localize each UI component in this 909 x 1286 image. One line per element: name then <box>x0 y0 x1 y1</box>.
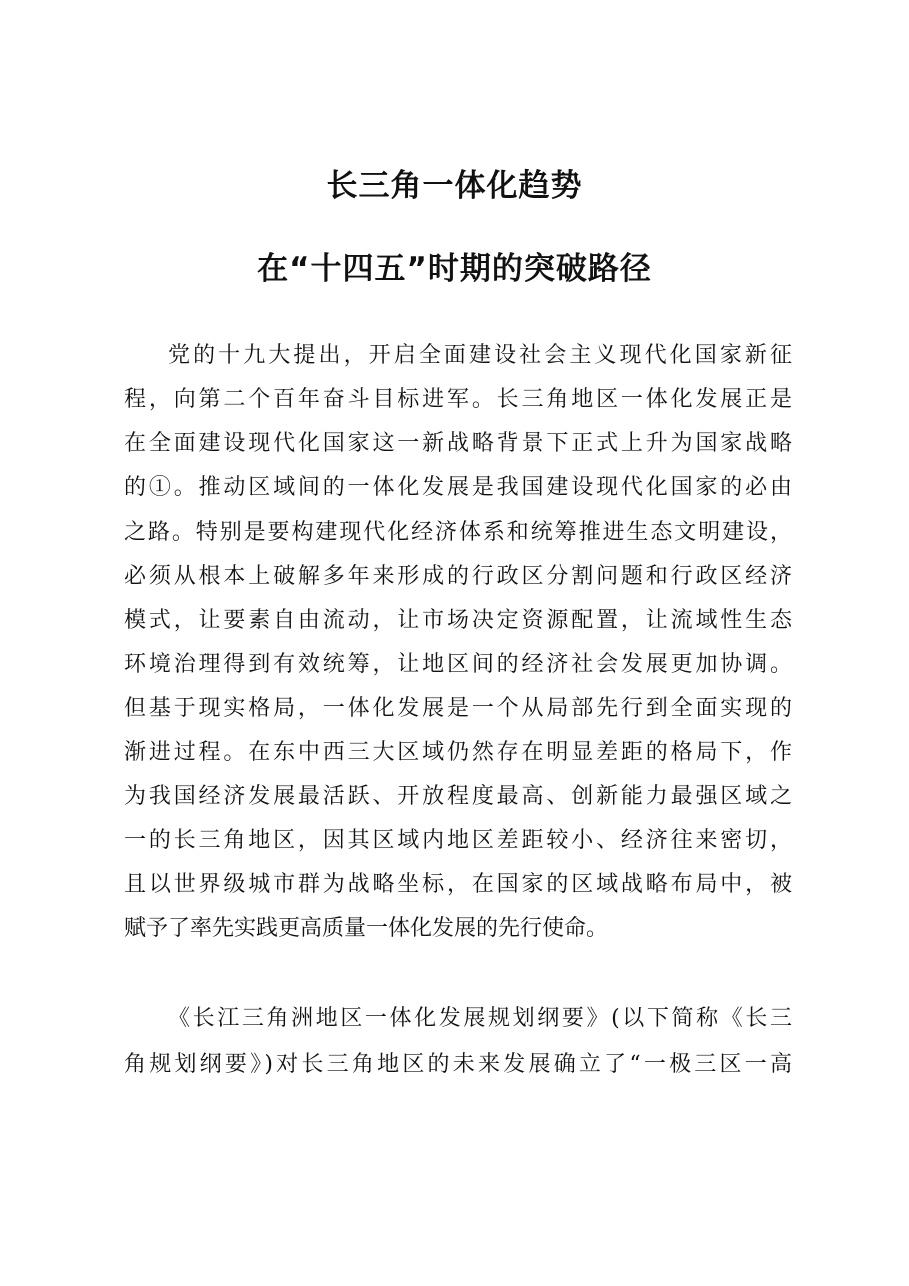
paragraph-1-line-7: 模式，让要素自由流动，让市场决定资源配置，让流域性生态 <box>124 608 792 633</box>
document-title-line-2: 在“十四五”时期的突破路径 <box>257 251 652 287</box>
paragraph-1-line-10: 渐进过程。在东中西三大区域仍然存在明显差距的格局下，作 <box>124 740 792 765</box>
paragraph-1-line-11: 为我国经济发展最活跃、开放程度最高、创新能力最强区域之 <box>124 784 792 809</box>
paragraph-1-line-4: 的①。推动区域间的一体化发展是我国建设现代化国家的必由 <box>124 475 792 500</box>
paragraph-1-line-9: 但基于现实格局，一体化发展是一个从局部先行到全面实现的 <box>124 696 792 721</box>
paragraph-2-line-2: 角规划纲要》)对长三角地区的未来发展确立了“一极三区一高 <box>124 1052 792 1077</box>
paragraph-1-line-13: 且以世界级城市群为战略坐标，在国家的区域战略布局中，被 <box>124 872 792 897</box>
paragraph-1-line-12: 一的长三角地区，因其区域内地区差距较小、经济往来密切， <box>124 828 792 853</box>
paragraph-1-line-6: 必须从根本上破解多年来形成的行政区分割问题和行政区经济 <box>124 564 792 589</box>
paragraph-1-line-3: 在全面建设现代化国家这一新战略背景下正式上升为国家战略 <box>124 431 792 456</box>
paragraph-1-line-14: 赋予了率先实践更高质量一体化发展的先行使命。 <box>124 916 609 941</box>
paragraph-1-line-8: 环境治理得到有效统筹，让地区间的经济社会发展更加协调。 <box>124 652 792 677</box>
paragraph-1-line-1: 党的十九大提出，开启全面建设社会主义现代化国家新征 <box>168 343 792 368</box>
paragraph-2-line-1: 《长江三角洲地区一体化发展规划纲要》(以下简称《长三 <box>168 1006 792 1031</box>
paragraph-1-line-5: 之路。特别是要构建现代化经济体系和统筹推进生态文明建设， <box>124 520 792 545</box>
document-title-line-1: 长三角一体化趋势 <box>326 168 583 204</box>
paragraph-1-line-2: 程，向第二个百年奋斗目标进军。长三角地区一体化发展正是 <box>124 387 792 412</box>
